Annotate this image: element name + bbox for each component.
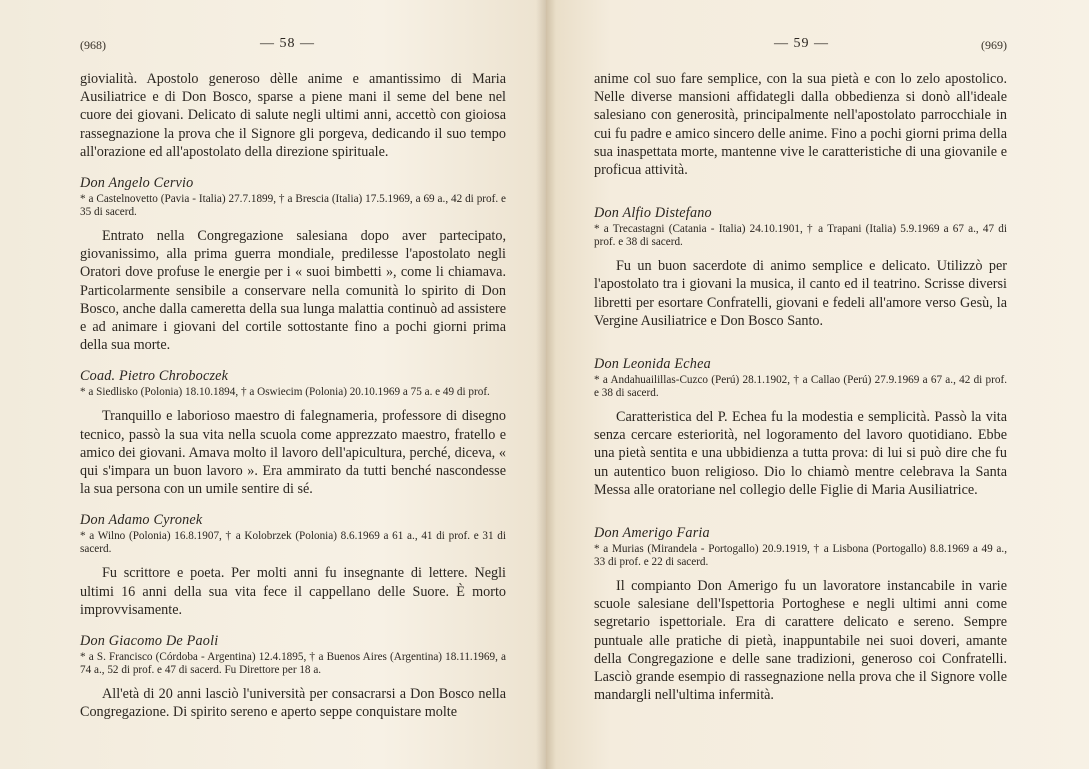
entry-meta: * a Castelnovetto (Pavia - Italia) 27.7.1899, † a Brescia (Italia) 17.5.1969, a 69 a., 42 di prof. e 35 di sacerd. bbox=[80, 193, 506, 219]
obituary-entry bbox=[594, 205, 1007, 330]
obituary-entry bbox=[80, 633, 506, 721]
page-number: — 59 — bbox=[774, 36, 829, 51]
book-gutter bbox=[536, 0, 556, 769]
right-page bbox=[546, 0, 1089, 769]
entry-text: All'età di 20 anni lasciò l'università per consacrarsi a Don Bosco nella Congregazione. Di spirito sereno e aperto seppe conquistare molte bbox=[80, 686, 506, 721]
entry-meta: * a S. Francisco (Córdoba - Argentina) 12.4.1895, † a Buenos Aires (Argentina) 18.11.1969, a 74 a., 52 di prof. e 47 di sacerd. Fu Direttore per 18 a. bbox=[80, 651, 506, 677]
entry-text: Tranquillo e laborioso maestro di falegnameria, professore di disegno tecnico, passò la sua vita nella scuola come apprezzato maestro, fratello e amico dei giovani. Amava molto il lavoro dell'apicultura, perché, diceva, « qui s'impara un buon lavoro ». Era ammirato da tutti benché nascondesse la sua persona con un umile sentire di sé. bbox=[80, 408, 506, 498]
entry-name: Don Alfio Distefano bbox=[594, 205, 712, 222]
entry-text: Fu scrittore e poeta. Per molti anni fu insegnante di lettere. Negli ultimi 16 anni della sua vita fece il cappellano delle Suore. È morto improvvisamente. bbox=[80, 565, 506, 618]
entry-name: Don Leonida Echea bbox=[594, 356, 711, 373]
entry-text: Il compianto Don Amerigo fu un lavoratore instancabile in varie scuole salesiane dell'Ispettoria Portoghese e negli ultimi anni come segretario ispettoriale. Era di carattere delicato e sereno. Sempre puntuale alle pratiche di pietà, inappuntabile nei suoi doveri, amante della Congregazione e delle sane tradizioni, generoso coi Confratelli. Lasciò grande esempio di rassegnazione nella prova che il Signore volle mandargli nell'ultima infermità. bbox=[594, 578, 1007, 704]
entry-text: Caratteristica del P. Echea fu la modestia e semplicità. Passò la vita senza cercare esteriorità, nel logoramento del lavoro quotidiano. Ebbe una pietà sentita e una ubbidienza a tutta prova: di lui si può dire che fu un autentico buon religioso. Dio lo chiamò mentre celebrava la Santa Messa alle oratoriane nel collegio delle Figlie di Maria Ausiliatrice. bbox=[594, 409, 1007, 498]
entry-text: Entrato nella Congregazione salesiana dopo aver partecipato, giovanissimo, alla prima guerra mondiale, predilesse l'apostolato negli Oratori dove profuse le energie per i « suoi bimbetti », come li chiamava. Particolarmente sensibile a conservare nella comunità lo spirito di Don Bosco, anche dalla cameretta della sua lunga malattia continuò ad assistere e ad animare i giovani del cortile sottostante fino a pochi giorni prima della sua morte. bbox=[80, 228, 506, 354]
entry-meta: * a Murias (Mirandela - Portogallo) 20.9.1919, † a Lisbona (Portogallo) 8.8.1969 a 49 a., 33 di prof. e 22 di sacerd. bbox=[594, 543, 1007, 569]
obituary-entry bbox=[594, 525, 1007, 704]
obituary-entry bbox=[80, 175, 506, 354]
entry-text: Fu un buon sacerdote di animo semplice e delicato. Utilizzò per l'apostolato tra i giovani la musica, il canto ed il teatrino. Scrisse diversi libretti per esortare Confratelli, giovani e fedeli all'amore verso Gesù, la Vergine Ausiliatrice e Don Bosco Santo. bbox=[594, 258, 1007, 329]
running-header-left bbox=[80, 36, 506, 62]
entry-meta: * a Siedlisko (Polonia) 18.10.1894, † a Oswiecim (Polonia) 20.10.1969 a 75 a. e 49 di prof. bbox=[80, 386, 490, 399]
entry-meta: * a Trecastagni (Catania - Italia) 24.10.1901, † a Trapani (Italia) 5.9.1969 a 67 a., 47 di prof. e 38 di sacerd. bbox=[594, 223, 1007, 249]
entry-meta: * a Andahuailillas-Cuzco (Perú) 28.1.1902, † a Callao (Perú) 27.9.1969 a 67 a., 42 di prof. e 38 di sacerd. bbox=[594, 374, 1007, 400]
obituary-entry bbox=[80, 368, 506, 498]
entry-meta: * a Wilno (Polonia) 16.8.1907, † a Kolobrzek (Polonia) 8.6.1969 a 61 a., 41 di prof. e 31 di sacerd. bbox=[80, 530, 506, 556]
obituary-entry bbox=[594, 356, 1007, 499]
page-number: — 58 — bbox=[260, 36, 315, 51]
entry-name: Don Adamo Cyronek bbox=[80, 512, 203, 529]
entry-name: Don Giacomo De Paoli bbox=[80, 633, 219, 650]
entry-name: Coad. Pietro Chroboczek bbox=[80, 368, 229, 385]
original-page-number: (968) bbox=[80, 38, 106, 52]
continuation-paragraph: giovialità. Apostolo generoso dèlle anime e amantissimo di Maria Ausiliatrice e di Don Bosco, sparse a piene mani il seme del bene nel cuore dei giovani. Delicato di salute negli ultimi anni, accettò con gioiosa rassegnazione la prova che il Signore gli porgeva, dedicando il suo tempo all'orazione ed all'apostolato della direzione spirituale. bbox=[80, 71, 506, 160]
entry-name: Don Amerigo Faria bbox=[594, 525, 710, 542]
entry-name: Don Angelo Cervio bbox=[80, 175, 194, 192]
continuation-paragraph: anime col suo fare semplice, con la sua pietà e con lo zelo apostolico. Nelle diverse mansioni affidategli dalla obbedienza si donò all'ideale salesiano con generosità, principalmente nell'apostolato parrocchiale in cui fu padre e amico sincero delle anime. Fino a pochi giorni prima della sua inaspettata morte, mantenne vive le caratteristiche di una giovanile e proficua attività. bbox=[594, 71, 1007, 179]
running-header-right bbox=[594, 36, 1007, 62]
original-page-number: (969) bbox=[981, 38, 1007, 52]
obituary-entry bbox=[80, 512, 506, 619]
